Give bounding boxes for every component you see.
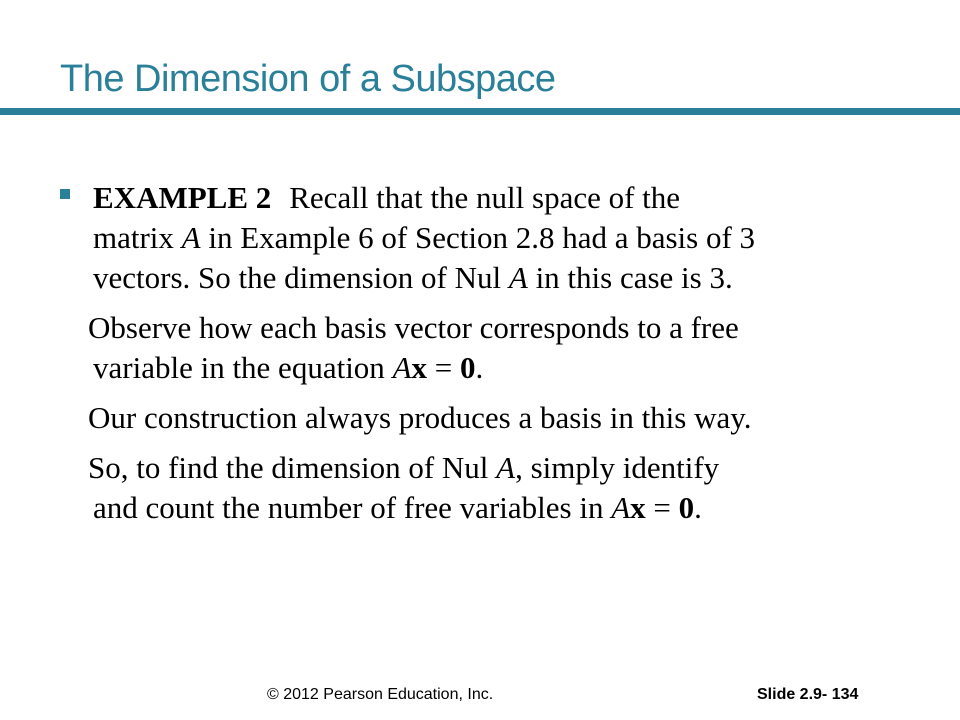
- vector-symbol: x: [411, 350, 427, 385]
- zero-vector-symbol: 0: [459, 350, 476, 385]
- equals-sign: =: [427, 350, 460, 385]
- para1-text-2a: variable in the equation: [93, 350, 393, 385]
- slide-title: The Dimension of a Subspace: [60, 58, 556, 100]
- matrix-symbol: A: [392, 350, 412, 385]
- example-label: EXAMPLE 2: [93, 180, 272, 215]
- bullet-text-3b: in this case is 3.: [527, 260, 733, 295]
- para3-text-2a: and count the number of free variables in: [93, 490, 612, 525]
- para1-line-1: Observe how each basis vector corresponds to a free: [88, 310, 739, 345]
- bullet-line-1: [93, 178, 920, 218]
- bullet-text-1: Recall that the null space of the: [289, 180, 681, 215]
- equals-sign: =: [645, 490, 679, 525]
- para2-line-1: Our construction always produces a basis in this way.: [88, 400, 752, 435]
- bullet-line-2: [93, 218, 920, 258]
- zero-vector-symbol: 0: [678, 490, 695, 525]
- paragraph-find-dimension: [60, 448, 920, 528]
- footer-slide-number: Slide 2.9- 134: [757, 686, 859, 703]
- para3-text-1b: , simply identify: [515, 450, 720, 485]
- para3-text-1a: So, to find the dimension of Nul: [88, 450, 497, 485]
- para1-line-2: [88, 348, 920, 388]
- matrix-symbol: A: [611, 490, 631, 525]
- vector-symbol: x: [630, 490, 646, 525]
- period: .: [475, 350, 484, 385]
- para3-line-1: [88, 448, 920, 488]
- matrix-symbol: A: [181, 220, 201, 255]
- square-bullet-icon: [60, 189, 70, 199]
- matrix-symbol: A: [508, 260, 528, 295]
- matrix-symbol: A: [496, 450, 516, 485]
- period: .: [694, 490, 702, 525]
- paragraph-construction: [60, 398, 920, 438]
- bullet-text-3a: vectors. So the dimension of Nul: [93, 260, 509, 295]
- paragraph-observe: [60, 308, 920, 388]
- example-bullet: [60, 178, 920, 298]
- bullet-text-2b: in Example 6 of Section 2.8 had a basis of 3: [200, 220, 756, 255]
- para3-line-2: [88, 488, 920, 528]
- bullet-text-2a: matrix: [93, 220, 182, 255]
- footer-copyright: © 2012 Pearson Education, Inc.: [267, 686, 494, 703]
- bullet-line-3: [93, 258, 920, 298]
- title-divider: [0, 108, 960, 115]
- slide-body: [60, 178, 920, 528]
